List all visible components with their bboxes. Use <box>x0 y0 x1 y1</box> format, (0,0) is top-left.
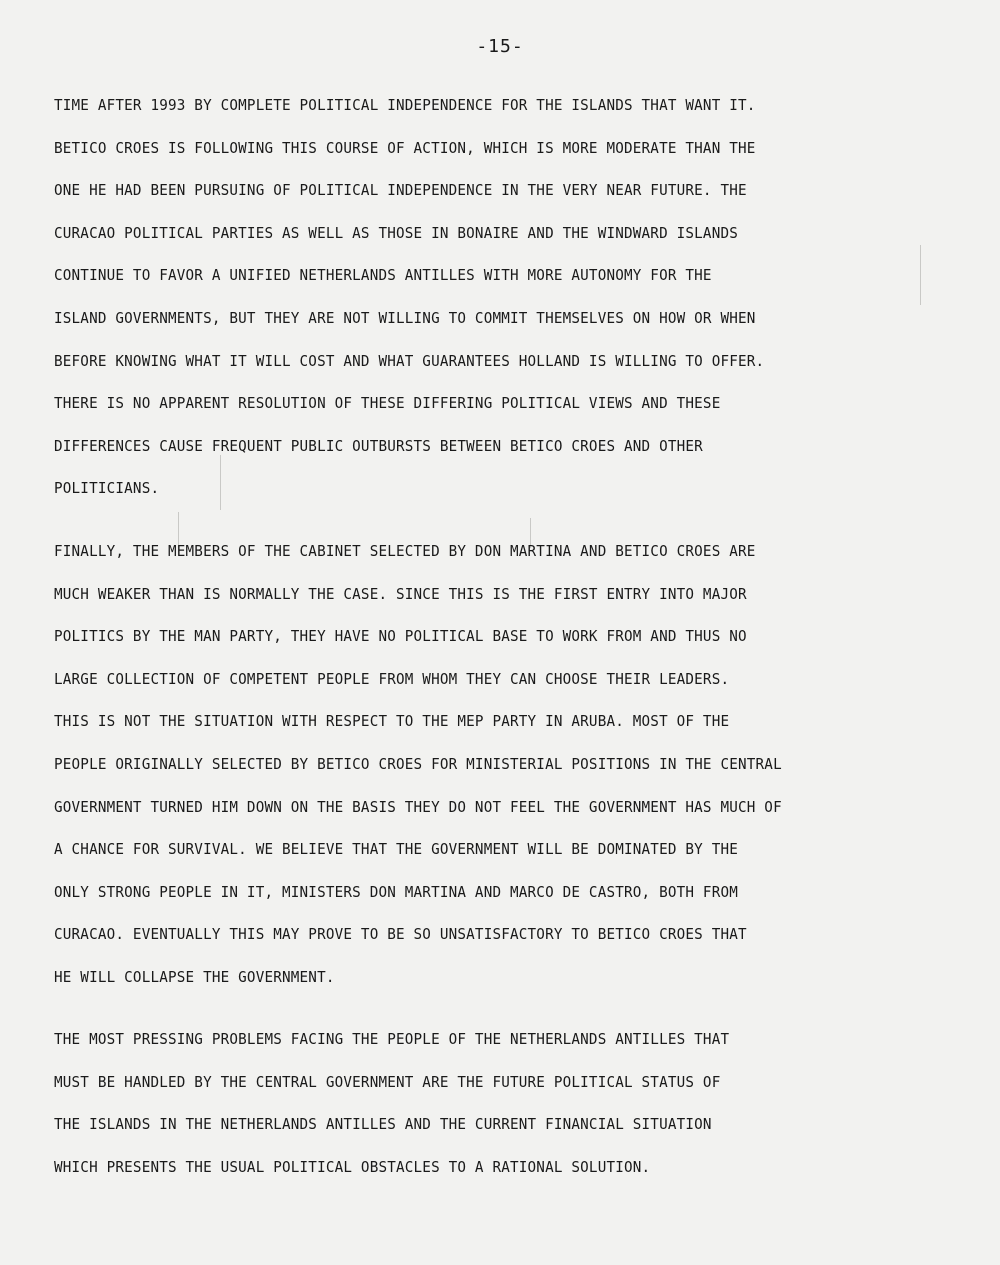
text-line: ISLAND GOVERNMENTS, BUT THEY ARE NOT WILLING TO COMMIT THEMSELVES ON HOW OR WHEN <box>54 308 756 327</box>
text-line: TIME AFTER 1993 BY COMPLETE POLITICAL INDEPENDENCE FOR THE ISLANDS THAT WANT IT. <box>54 96 756 114</box>
text-line: MUCH WEAKER THAN IS NORMALLY THE CASE. SINCE THIS IS THE FIRST ENTRY INTO MAJOR <box>54 584 747 603</box>
text-line: THE MOST PRESSING PROBLEMS FACING THE PEOPLE OF THE NETHERLANDS ANTILLES THAT <box>54 1030 730 1048</box>
text-line: POLITICS BY THE MAN PARTY, THEY HAVE NO POLITICAL BASE TO WORK FROM AND THUS NO <box>54 627 747 646</box>
text-line: A CHANCE FOR SURVIVAL. WE BELIEVE THAT THE GOVERNMENT WILL BE DOMINATED BY THE <box>54 840 739 859</box>
text-line: DIFFERENCES CAUSE FREQUENT PUBLIC OUTBURSTS BETWEEN BETICO CROES AND OTHER <box>54 436 703 455</box>
text-line: LARGE COLLECTION OF COMPETENT PEOPLE FROM WHOM THEY CAN CHOOSE THEIR LEADERS. <box>54 669 730 688</box>
text-line: THE ISLANDS IN THE NETHERLANDS ANTILLES AND THE CURRENT FINANCIAL SITUATION <box>54 1115 712 1134</box>
text-line: THERE IS NO APPARENT RESOLUTION OF THESE DIFFERING POLITICAL VIEWS AND THESE <box>54 394 721 413</box>
text-line: CURACAO POLITICAL PARTIES AS WELL AS THOSE IN BONAIRE AND THE WINDWARD ISLANDS <box>54 223 739 242</box>
paragraph-political-status <box>54 84 954 510</box>
text-line: THIS IS NOT THE SITUATION WITH RESPECT TO THE MEP PARTY IN ARUBA. MOST OF THE <box>54 712 730 731</box>
text-line: CONTINUE TO FAVOR A UNIFIED NETHERLANDS ANTILLES WITH MORE AUTONOMY FOR THE <box>54 266 712 285</box>
text-line: GOVERNMENT TURNED HIM DOWN ON THE BASIS THEY DO NOT FEEL THE GOVERNMENT HAS MUCH OF <box>54 797 782 816</box>
text-line: BETICO CROES IS FOLLOWING THIS COURSE OF ACTION, WHICH IS MORE MODERATE THAN THE <box>54 138 756 157</box>
paragraph-pressing-problems <box>54 1018 954 1188</box>
text-line: BEFORE KNOWING WHAT IT WILL COST AND WHAT GUARANTEES HOLLAND IS WILLING TO OFFER. <box>54 351 765 370</box>
text-line: ONLY STRONG PEOPLE IN IT, MINISTERS DON MARTINA AND MARCO DE CASTRO, BOTH FROM <box>54 882 739 901</box>
text-line: ONE HE HAD BEEN PURSUING OF POLITICAL INDEPENDENCE IN THE VERY NEAR FUTURE. THE <box>54 181 747 200</box>
text-line: PEOPLE ORIGINALLY SELECTED BY BETICO CROES FOR MINISTERIAL POSITIONS IN THE CENTRAL <box>54 754 782 773</box>
text-line: HE WILL COLLAPSE THE GOVERNMENT. <box>54 967 335 986</box>
text-line: WHICH PRESENTS THE USUAL POLITICAL OBSTACLES TO A RATIONAL SOLUTION. <box>54 1157 651 1176</box>
text-line: FINALLY, THE MEMBERS OF THE CABINET SELECTED BY DON MARTINA AND BETICO CROES ARE <box>54 542 756 560</box>
text-line: CURACAO. EVENTUALLY THIS MAY PROVE TO BE SO UNSATISFACTORY TO BETICO CROES THAT <box>54 925 747 944</box>
page-number: -15- <box>476 36 524 57</box>
text-line: MUST BE HANDLED BY THE CENTRAL GOVERNMENT ARE THE FUTURE POLITICAL STATUS OF <box>54 1072 721 1091</box>
paragraph-cabinet <box>54 530 954 999</box>
text-line: POLITICIANS. <box>54 479 160 498</box>
